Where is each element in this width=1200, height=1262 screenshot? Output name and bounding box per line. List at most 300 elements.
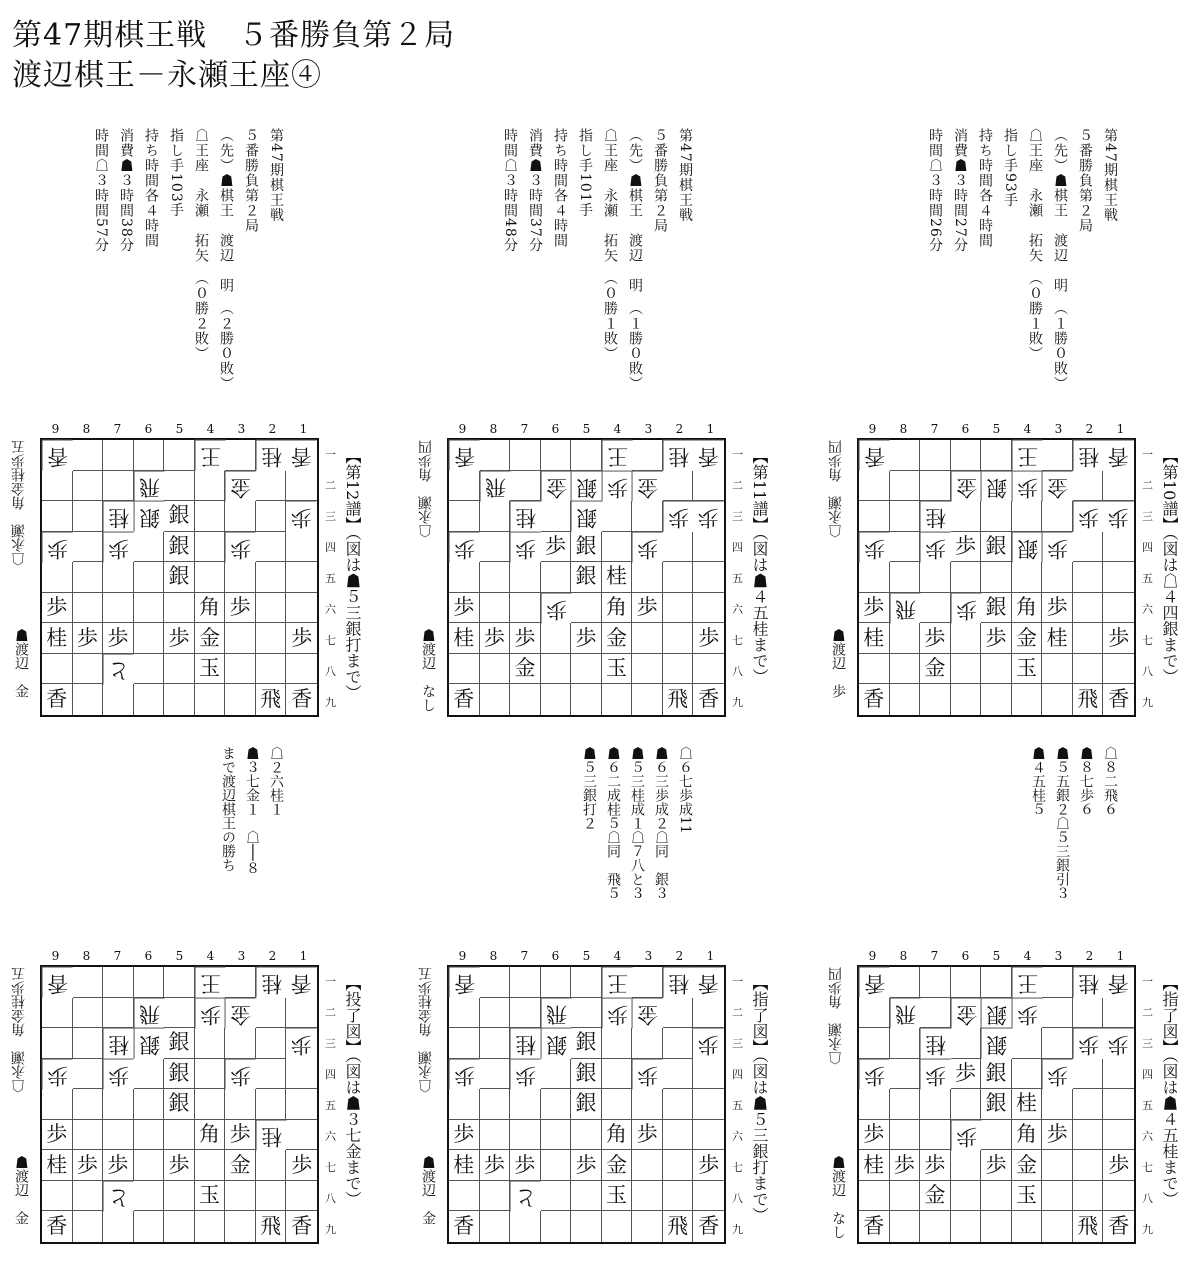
gote-hand-2: ☖永瀬 角歩四 <box>418 440 434 538</box>
game-info-line: ☖王座 永瀬 拓矢 （０勝１敗） <box>602 128 618 361</box>
board-cell <box>103 684 134 715</box>
board-cell <box>480 1089 511 1120</box>
rank-label: 三 <box>325 1036 336 1050</box>
board-cell <box>1042 1028 1073 1059</box>
board-cell <box>73 684 104 715</box>
board-cell <box>134 440 165 471</box>
file-label: 7 <box>113 422 122 436</box>
sente-piece: 桂 <box>449 1150 480 1181</box>
board-cell <box>73 1059 104 1090</box>
gote-piece: 飛 <box>890 998 921 1029</box>
board-cell <box>164 440 195 471</box>
rank-label: 九 <box>732 695 743 709</box>
rank-labels-3 <box>1142 438 1153 717</box>
sente-piece: 歩 <box>73 1150 104 1181</box>
sente-piece: 香 <box>42 684 73 715</box>
board-cell <box>195 1211 226 1242</box>
sente-piece: 歩 <box>1103 1150 1134 1181</box>
board-cell <box>73 471 104 502</box>
move-line: ☖６七歩成11 <box>677 746 693 834</box>
board-cell <box>225 1181 256 1212</box>
file-label: 8 <box>899 949 908 963</box>
gote-piece: 王 <box>602 440 633 471</box>
board-cell <box>632 684 663 715</box>
shogi-board-6 <box>857 965 1136 1244</box>
board-cell <box>571 440 602 471</box>
move-list-3 <box>1026 746 1122 900</box>
board-cell <box>195 471 226 502</box>
gote-piece: 桂 <box>103 1028 134 1059</box>
board-cell <box>890 501 921 532</box>
board-cell <box>256 998 287 1029</box>
file-label: 4 <box>206 949 215 963</box>
board-cell <box>981 1211 1012 1242</box>
board-cell <box>663 654 694 685</box>
board-cell <box>541 1059 572 1090</box>
board-cell <box>663 562 694 593</box>
page-title-line1: 第47期棋王戦 ５番勝負第２局 <box>12 18 456 53</box>
file-label: 8 <box>489 422 498 436</box>
gote-piece: 歩 <box>920 532 951 563</box>
board-cell <box>42 471 73 502</box>
board-cell <box>480 684 511 715</box>
gote-piece: 歩 <box>286 501 317 532</box>
board-cell <box>134 593 165 624</box>
board-cell <box>73 998 104 1029</box>
board-cell <box>195 1150 226 1181</box>
file-label: 7 <box>930 422 939 436</box>
gote-piece: 香 <box>693 967 724 998</box>
sente-hand-6: ☗渡辺 なし <box>830 1155 846 1239</box>
board-cell <box>859 1089 890 1120</box>
board-cell <box>981 967 1012 998</box>
board-cell <box>920 593 951 624</box>
sente-piece: 金 <box>920 1181 951 1212</box>
sente-piece: 歩 <box>103 1150 134 1181</box>
gote-piece: 歩 <box>225 1059 256 1090</box>
file-label: 4 <box>613 422 622 436</box>
board-cell <box>42 998 73 1029</box>
board-heading-4: 【投了図】（図は☗３七金まで） <box>343 975 362 1207</box>
board-cell <box>693 1089 724 1120</box>
board-cell <box>920 562 951 593</box>
game-info-line: ５番勝負第２局 <box>1077 128 1093 233</box>
board-cell <box>256 1059 287 1090</box>
rank-label: 八 <box>325 664 336 678</box>
rank-label: 一 <box>1142 974 1153 988</box>
sente-piece: 歩 <box>890 1150 921 1181</box>
board-cell <box>951 1211 982 1242</box>
board-cell <box>951 967 982 998</box>
game-info-line: 消費☗３時間27分 <box>952 128 968 253</box>
board-cell <box>164 998 195 1029</box>
gote-piece: 金 <box>1042 471 1073 502</box>
board-cell <box>571 684 602 715</box>
board-cell <box>920 967 951 998</box>
file-label: 4 <box>1023 422 1032 436</box>
board-cell <box>1042 1211 1073 1242</box>
board-cell <box>859 471 890 502</box>
board-cell <box>951 1089 982 1120</box>
gote-piece: 香 <box>42 440 73 471</box>
board-cell <box>134 684 165 715</box>
game-info-line: （先）☗棋王 渡辺 明 （２勝０敗） <box>218 128 234 391</box>
gote-piece: 歩 <box>632 1059 663 1090</box>
gote-piece: 金 <box>225 471 256 502</box>
rank-label: 二 <box>1142 478 1153 492</box>
board-cell <box>73 1181 104 1212</box>
board-cell <box>890 1211 921 1242</box>
sente-piece: 角 <box>1012 1120 1043 1151</box>
file-label: 5 <box>582 422 591 436</box>
file-label: 9 <box>868 422 877 436</box>
board-cell <box>256 532 287 563</box>
sente-piece: 歩 <box>449 1120 480 1151</box>
board-cell <box>286 1181 317 1212</box>
board-cell <box>859 501 890 532</box>
gote-piece: 歩 <box>510 532 541 563</box>
shogi-board-1 <box>40 438 319 717</box>
sente-piece: 金 <box>195 623 226 654</box>
board-cell <box>541 684 572 715</box>
sente-piece: 歩 <box>693 1150 724 1181</box>
file-label: 4 <box>206 422 215 436</box>
board-cell <box>1073 1150 1104 1181</box>
rank-labels-4 <box>325 965 336 1244</box>
board-cell <box>480 1028 511 1059</box>
gote-hand-4: ☖永瀬 角金桂歩五 <box>11 967 27 1093</box>
sente-piece: 桂 <box>42 1150 73 1181</box>
gote-piece: 桂 <box>1073 967 1104 998</box>
gote-piece: 桂 <box>663 440 694 471</box>
sente-piece: 歩 <box>225 1120 256 1151</box>
sente-piece: 金 <box>602 623 633 654</box>
board-cell <box>951 654 982 685</box>
file-label: 1 <box>1116 949 1125 963</box>
gote-piece: 歩 <box>663 501 694 532</box>
board-cell <box>663 1120 694 1151</box>
board-cell <box>1073 998 1104 1029</box>
sente-hand-5: ☗渡辺 金 <box>420 1155 436 1225</box>
board-cell <box>693 471 724 502</box>
board-cell <box>256 1150 287 1181</box>
board-cell <box>195 1028 226 1059</box>
board-cell <box>951 623 982 654</box>
board-cell <box>134 967 165 998</box>
rank-label: 一 <box>325 974 336 988</box>
game-info-line: （先）☗棋王 渡辺 明 （１勝０敗） <box>1052 128 1068 391</box>
board-cell <box>480 562 511 593</box>
sente-piece: 歩 <box>73 623 104 654</box>
board-cell <box>890 967 921 998</box>
board-cell <box>42 1181 73 1212</box>
rank-label: 四 <box>325 1067 336 1081</box>
game-info-line: 指し手103手 <box>168 128 184 218</box>
gote-piece: 銀 <box>981 471 1012 502</box>
gote-piece: 銀 <box>134 1028 165 1059</box>
gote-piece: 桂 <box>920 501 951 532</box>
board-cell <box>951 1181 982 1212</box>
sente-piece: 玉 <box>195 1181 226 1212</box>
sente-piece: 飛 <box>1073 1211 1104 1242</box>
board-cell <box>134 532 165 563</box>
board-cell <box>1103 1089 1134 1120</box>
board-cell <box>480 1211 511 1242</box>
file-label: 1 <box>299 949 308 963</box>
board-cell <box>286 998 317 1029</box>
file-label: 1 <box>1116 422 1125 436</box>
gote-piece: 金 <box>632 471 663 502</box>
board-cell <box>632 1089 663 1120</box>
move-line: まで渡辺棋王の勝ち <box>220 746 236 872</box>
file-labels-6 <box>857 949 1136 963</box>
gote-piece: 歩 <box>1073 1028 1104 1059</box>
game-info-2 <box>497 128 697 391</box>
board-cell <box>225 1028 256 1059</box>
gote-piece: 桂 <box>920 1028 951 1059</box>
board-cell <box>134 562 165 593</box>
board-cell <box>286 562 317 593</box>
gote-piece: 歩 <box>1103 1028 1134 1059</box>
board-cell <box>73 967 104 998</box>
gote-piece: 桂 <box>510 501 541 532</box>
board-cell <box>256 1089 287 1120</box>
board-cell <box>890 532 921 563</box>
board-cell <box>693 654 724 685</box>
rank-label: 六 <box>1142 602 1153 616</box>
sente-piece: 玉 <box>602 1181 633 1212</box>
sente-piece: 桂 <box>602 562 633 593</box>
board-cell <box>632 1028 663 1059</box>
gote-piece: 王 <box>1012 440 1043 471</box>
file-label: 3 <box>644 422 653 436</box>
gote-piece: 銀 <box>571 471 602 502</box>
sente-piece: 香 <box>42 1211 73 1242</box>
board-cell <box>449 654 480 685</box>
file-label: 5 <box>175 949 184 963</box>
board-cell <box>602 532 633 563</box>
gote-piece: 王 <box>195 440 226 471</box>
board-cell <box>225 623 256 654</box>
board-cell <box>632 562 663 593</box>
sente-piece: 香 <box>859 1211 890 1242</box>
board-cell <box>981 501 1012 532</box>
board-cell <box>602 1028 633 1059</box>
board-cell <box>890 1120 921 1151</box>
board-cell <box>541 440 572 471</box>
file-label: 5 <box>175 422 184 436</box>
move-line: ☗６二成桂５☖同 飛５ <box>605 746 621 900</box>
game-info-line: 第47期棋王戦 <box>268 128 284 223</box>
board-cell <box>73 562 104 593</box>
board-cell <box>632 654 663 685</box>
board-cell <box>134 1181 165 1212</box>
sente-piece: 飛 <box>256 1211 287 1242</box>
board-cell <box>286 654 317 685</box>
file-label: 1 <box>706 949 715 963</box>
board-cell <box>981 654 1012 685</box>
sente-piece: 玉 <box>1012 1181 1043 1212</box>
board-cell <box>510 1120 541 1151</box>
sente-piece: 歩 <box>103 623 134 654</box>
board-cell <box>1042 684 1073 715</box>
sente-piece: 歩 <box>571 623 602 654</box>
sente-piece: 金 <box>1012 623 1043 654</box>
board-cell <box>225 440 256 471</box>
board-cell <box>571 593 602 624</box>
board-heading-2: 【第11譜】（図は☗４五桂まで） <box>750 448 769 685</box>
board-cell <box>1103 998 1134 1029</box>
board-cell <box>134 1211 165 1242</box>
gote-piece: 飛 <box>541 998 572 1029</box>
rank-labels-2 <box>732 438 743 717</box>
board-cell <box>286 1120 317 1151</box>
board-cell <box>602 1089 633 1120</box>
board-cell <box>1042 998 1073 1029</box>
file-label: 5 <box>992 422 1001 436</box>
board-cell <box>225 1211 256 1242</box>
file-label: 3 <box>1054 949 1063 963</box>
gote-piece: と <box>103 1181 134 1212</box>
board-cell <box>1103 532 1134 563</box>
board-cell <box>602 501 633 532</box>
file-label: 6 <box>144 422 153 436</box>
rank-label: 九 <box>732 1222 743 1236</box>
sente-piece: 飛 <box>663 1211 694 1242</box>
sente-piece: 歩 <box>480 1150 511 1181</box>
board-cell <box>541 967 572 998</box>
board-cell <box>663 1028 694 1059</box>
gote-piece: 銀 <box>571 501 602 532</box>
board-cell <box>571 654 602 685</box>
gote-piece: 香 <box>859 967 890 998</box>
board-cell <box>1012 501 1043 532</box>
file-labels-4 <box>40 949 319 963</box>
game-info-line: 持ち時間各４時間 <box>552 128 568 248</box>
game-info-line: 第47期棋王戦 <box>677 128 693 223</box>
gote-piece: 歩 <box>103 532 134 563</box>
board-cell <box>256 623 287 654</box>
sente-piece: 歩 <box>571 1150 602 1181</box>
board-cell <box>890 1181 921 1212</box>
board-cell <box>920 1211 951 1242</box>
board-cell <box>1073 562 1104 593</box>
sente-piece: 歩 <box>981 1150 1012 1181</box>
rank-label: 八 <box>1142 1191 1153 1205</box>
gote-piece: 歩 <box>449 532 480 563</box>
sente-piece: 角 <box>602 593 633 624</box>
sente-piece: 香 <box>1108 1214 1130 1239</box>
board-cell <box>859 654 890 685</box>
board-cell <box>510 1211 541 1242</box>
board-cell <box>951 562 982 593</box>
board-cell <box>164 1181 195 1212</box>
board-cell <box>480 532 511 563</box>
sente-piece: 歩 <box>449 593 480 624</box>
board-cell <box>1103 562 1134 593</box>
gote-piece: 飛 <box>134 998 165 1029</box>
board-cell <box>571 998 602 1029</box>
file-label: 9 <box>458 949 467 963</box>
rank-label: 五 <box>1142 1098 1153 1112</box>
board-cell <box>103 1089 134 1120</box>
board-cell <box>286 1089 317 1120</box>
gote-piece: 歩 <box>449 1059 480 1090</box>
file-label: 6 <box>961 422 970 436</box>
board-cell <box>541 1150 572 1181</box>
board-cell <box>103 998 134 1029</box>
board-cell <box>164 1211 195 1242</box>
board-cell <box>632 1150 663 1181</box>
sente-piece: 歩 <box>480 623 511 654</box>
board-cell <box>480 967 511 998</box>
board-cell <box>225 562 256 593</box>
gote-piece: 銀 <box>541 1028 572 1059</box>
board-cell <box>693 562 724 593</box>
board-cell <box>602 684 633 715</box>
board-cell <box>693 998 724 1029</box>
gote-piece: 王 <box>602 967 633 998</box>
rank-label: 八 <box>732 664 743 678</box>
gote-piece: 歩 <box>1042 1059 1073 1090</box>
board-cell <box>920 1120 951 1151</box>
board-heading-6: 【指了図】（図は☗４五桂まで） <box>1160 975 1179 1207</box>
gote-piece: 銀 <box>1012 532 1043 563</box>
board-cell <box>890 623 921 654</box>
board-cell <box>449 1089 480 1120</box>
page-title-line2: 渡辺棋王－永瀬王座④ <box>12 58 322 93</box>
rank-label: 四 <box>1142 1067 1153 1081</box>
sente-piece: 金 <box>510 654 541 685</box>
shogi-board-2 <box>447 438 726 717</box>
sente-piece: 桂 <box>859 623 890 654</box>
board-cell <box>480 654 511 685</box>
sente-piece: 香 <box>291 687 313 712</box>
rank-label: 七 <box>1142 1160 1153 1174</box>
gote-piece: 歩 <box>225 532 256 563</box>
board-cell <box>73 1120 104 1151</box>
board-cell <box>663 998 694 1029</box>
gote-piece: 銀 <box>981 998 1012 1029</box>
sente-piece: 金 <box>602 1150 633 1181</box>
rank-label: 七 <box>325 633 336 647</box>
game-info-line: ５番勝負第２局 <box>652 128 668 233</box>
board-cell <box>73 1211 104 1242</box>
board-cell <box>195 1089 226 1120</box>
rank-label: 六 <box>732 602 743 616</box>
sente-piece: 銀 <box>164 532 195 563</box>
board-cell <box>510 684 541 715</box>
board-cell <box>663 593 694 624</box>
gote-piece: 歩 <box>1073 501 1104 532</box>
game-info-line: （先）☗棋王 渡辺 明 （１勝０敗） <box>627 128 643 391</box>
board-cell <box>890 1089 921 1120</box>
board-cell <box>1103 1120 1134 1151</box>
sente-piece: 金 <box>1012 1150 1043 1181</box>
file-labels-1 <box>40 422 319 436</box>
gote-piece: 香 <box>449 967 480 998</box>
gote-piece: 飛 <box>480 471 511 502</box>
board-cell <box>663 1150 694 1181</box>
board-cell <box>1012 1059 1043 1090</box>
board-cell <box>1103 471 1134 502</box>
sente-piece: 桂 <box>42 623 73 654</box>
gote-piece: 歩 <box>693 501 724 532</box>
move-line: ☗４五桂５ <box>1030 746 1046 816</box>
sente-piece: 銀 <box>164 1059 195 1090</box>
board-cell <box>541 1120 572 1151</box>
move-line: ☗５三銀打２ <box>581 746 597 830</box>
